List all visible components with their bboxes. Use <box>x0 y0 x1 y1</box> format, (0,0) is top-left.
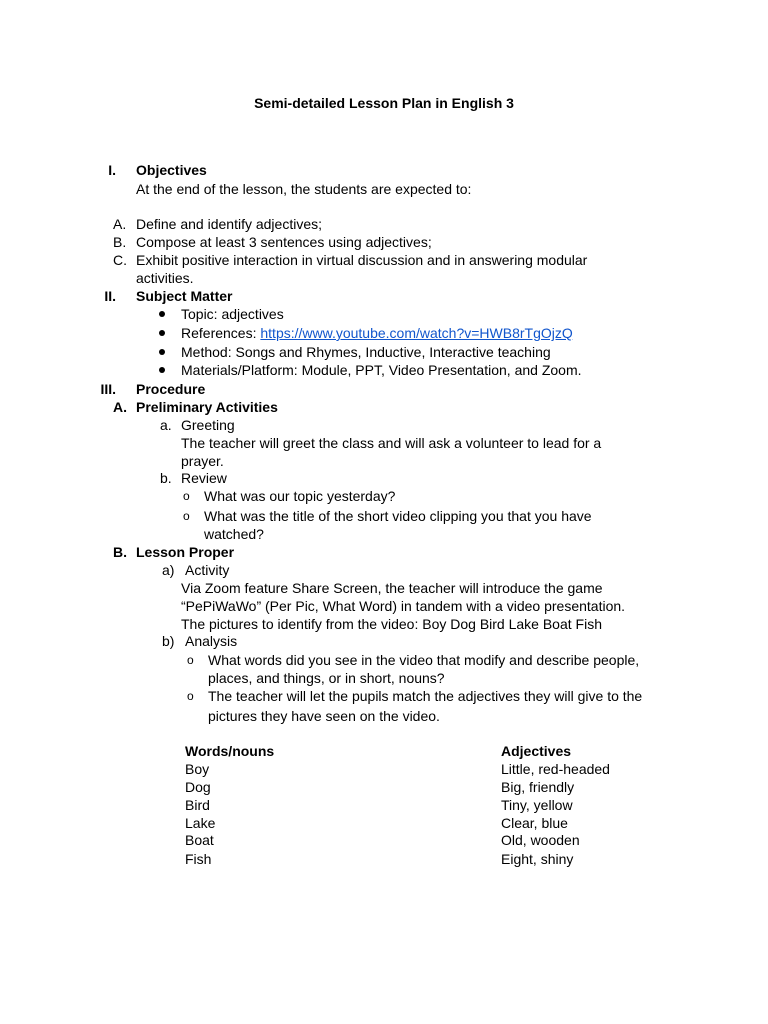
objective-marker-a: A. <box>113 216 127 232</box>
section-heading-objectives: Objectives <box>136 162 207 178</box>
table-cell-adjective: Eight, shiny <box>501 851 574 867</box>
table-cell-adjective: Little, red-headed <box>501 761 610 777</box>
table-cell-word: Dog <box>185 779 211 795</box>
bullet-icon <box>159 367 165 373</box>
review-question-1: What was our topic yesterday? <box>204 488 396 504</box>
objectives-intro: At the end of the lesson, the students are expected to: <box>136 181 472 197</box>
subject-method: Method: Songs and Rhymes, Inductive, Interactive teaching <box>181 344 551 360</box>
table-header-words: Words/nouns <box>185 743 275 759</box>
analysis-label: Analysis <box>185 633 238 649</box>
activity-marker: a) <box>162 562 175 578</box>
analysis-marker: b) <box>162 633 175 649</box>
review-question-2-line-2: watched? <box>204 526 264 542</box>
open-circle-bullet-icon: o <box>187 653 194 667</box>
objective-marker-b: B. <box>113 234 127 250</box>
activity-label: Activity <box>185 562 230 578</box>
analysis-question-1-line-2: places, and things, or in short, nouns? <box>208 670 445 686</box>
references-link[interactable]: https://www.youtube.com/watch?v=HWB8rTgOjzQ <box>260 325 573 341</box>
table-cell-word: Lake <box>185 815 216 831</box>
objective-item-b: Compose at least 3 sentences using adjectives; <box>136 234 432 250</box>
bullet-icon <box>159 330 165 336</box>
section-numeral-objectives: I. <box>108 162 116 178</box>
section-heading-procedure: Procedure <box>136 381 206 397</box>
section-numeral-procedure: III. <box>100 381 116 397</box>
activity-text-line-3: The pictures to identify from the video: Boy Dog Bird Lake Boat Fish <box>181 616 602 632</box>
table-cell-word: Fish <box>185 851 212 867</box>
open-circle-bullet-icon: o <box>183 509 190 523</box>
objective-item-c-line-1: Exhibit positive interaction in virtual discussion and in answering modular <box>136 252 588 268</box>
objective-item-a: Define and identify adjectives; <box>136 216 322 232</box>
subsection-heading-lesson-proper: Lesson Proper <box>136 544 235 560</box>
open-circle-bullet-icon: o <box>183 489 190 503</box>
subject-references <box>181 324 573 342</box>
bullet-icon <box>159 349 165 355</box>
greeting-text-line-2: prayer. <box>181 453 224 469</box>
table-cell-adjective: Clear, blue <box>501 815 568 831</box>
references-label: References: <box>181 325 261 341</box>
review-question-2-line-1: What was the title of the short video clipping you that you have <box>204 508 592 524</box>
analysis-question-2-line-2: pictures they have seen on the video. <box>208 708 440 724</box>
objective-item-c-line-2: activities. <box>136 270 194 286</box>
activity-text-line-2: “PePiWaWo” (Per Pic, What Word) in tandem with a video presentation. <box>181 598 626 614</box>
greeting-marker: a. <box>160 417 172 433</box>
subject-materials: Materials/Platform: Module, PPT, Video Presentation, and Zoom. <box>181 362 582 378</box>
subsection-marker-lesson-proper: B. <box>113 544 127 560</box>
table-cell-adjective: Big, friendly <box>501 779 575 795</box>
table-cell-adjective: Tiny, yellow <box>501 797 573 813</box>
table-cell-adjective: Old, wooden <box>501 832 580 848</box>
table-cell-word: Bird <box>185 797 210 813</box>
analysis-question-1-line-1: What words did you see in the video that modify and describe people, <box>208 652 640 668</box>
objective-marker-c: C. <box>113 252 127 268</box>
table-cell-word: Boat <box>185 832 214 848</box>
page-title: Semi-detailed Lesson Plan in English 3 <box>254 95 514 111</box>
analysis-question-2-line-1: The teacher will let the pupils match the adjectives they will give to the <box>208 688 643 704</box>
section-numeral-subject-matter: II. <box>104 288 116 304</box>
subsection-heading-preliminary: Preliminary Activities <box>136 399 278 415</box>
open-circle-bullet-icon: o <box>187 689 194 703</box>
activity-text-line-1: Via Zoom feature Share Screen, the teacher will introduce the game <box>181 580 603 596</box>
greeting-label: Greeting <box>181 417 235 433</box>
section-heading-subject-matter: Subject Matter <box>136 288 233 304</box>
bullet-icon <box>159 311 165 317</box>
review-label: Review <box>181 470 227 486</box>
greeting-text-line-1: The teacher will greet the class and will ask a volunteer to lead for a <box>181 435 602 451</box>
table-header-adjectives: Adjectives <box>501 743 572 759</box>
subsection-marker-preliminary: A. <box>113 399 127 415</box>
review-marker: b. <box>160 470 172 486</box>
subject-topic: Topic: adjectives <box>181 306 284 322</box>
table-cell-word: Boy <box>185 761 210 777</box>
